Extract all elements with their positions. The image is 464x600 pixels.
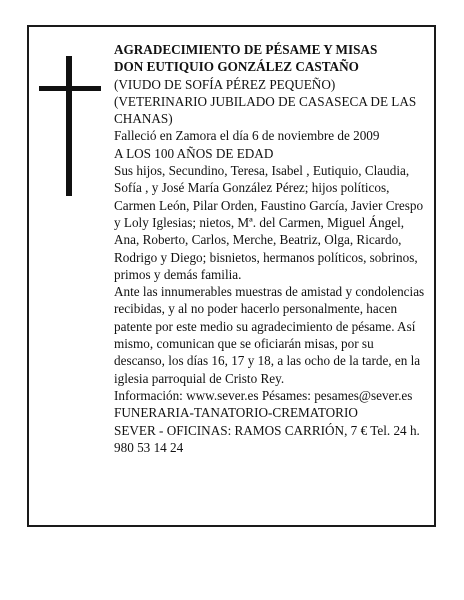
family-paragraph: Sus hijos, Secundino, Teresa, Isabel , Eutiquio, Claudia, Sofía , y José María González Pérez; hijos políticos, Carmen León, Pilar Orden, Faustino García, Javier Crespo y Loly Iglesias; nietos, Mª. del Carmen, Miguel Ángel, Ana, Roberto, Carlos, Merche, Beatriz, Olga, Ricardo, Rodrigo y Diego; bisnietos, hermanos políticos, sobrinos, primos y demás familia. (114, 163, 424, 282)
info-line: Información: www.sever.es Pésames: pesames@sever.es (114, 387, 413, 403)
thanks-paragraph: Ante las innumerables muestras de amistad y condolencias recibidas, y al no poder hacerlo personalmente, hacen patente por este medio su agradecimiento de pésame. Así mismo, comunican que se oficiarán misas, por su descanso, los días 16, 17 y 18, a las ocho de la tarde, en la iglesia parroquial de Cristo Rey. (114, 284, 425, 386)
age-line: A LOS 100 AÑOS DE EDAD (114, 145, 274, 161)
deceased-name: DON EUTIQUIO GONZÁLEZ CASTAÑO (114, 59, 359, 75)
cross-vertical-bar (66, 56, 72, 196)
cross-horizontal-bar (39, 86, 101, 91)
heading-line-1: AGRADECIMIENTO DE PÉSAME Y MISAS (114, 42, 378, 57)
offices-line: SEVER - OFICINAS: RAMOS CARRIÓN, 7 € Tel. 24 h. 980 53 14 24 (114, 422, 420, 455)
widower-subtitle: (VIUDO DE SOFÍA PÉREZ PEQUEÑO) (114, 76, 336, 92)
funeral-home-name: FUNERARIA-TANATORIO-CREMATORIO (114, 405, 358, 421)
death-date: Falleció en Zamora el día 6 de noviembre de 2009 (114, 128, 380, 144)
profession-subtitle: (VETERINARIO JUBILADO DE CASASECA DE LAS CHANAS) (114, 93, 417, 127)
obituary-text (114, 41, 426, 456)
latin-cross-icon (39, 56, 101, 196)
